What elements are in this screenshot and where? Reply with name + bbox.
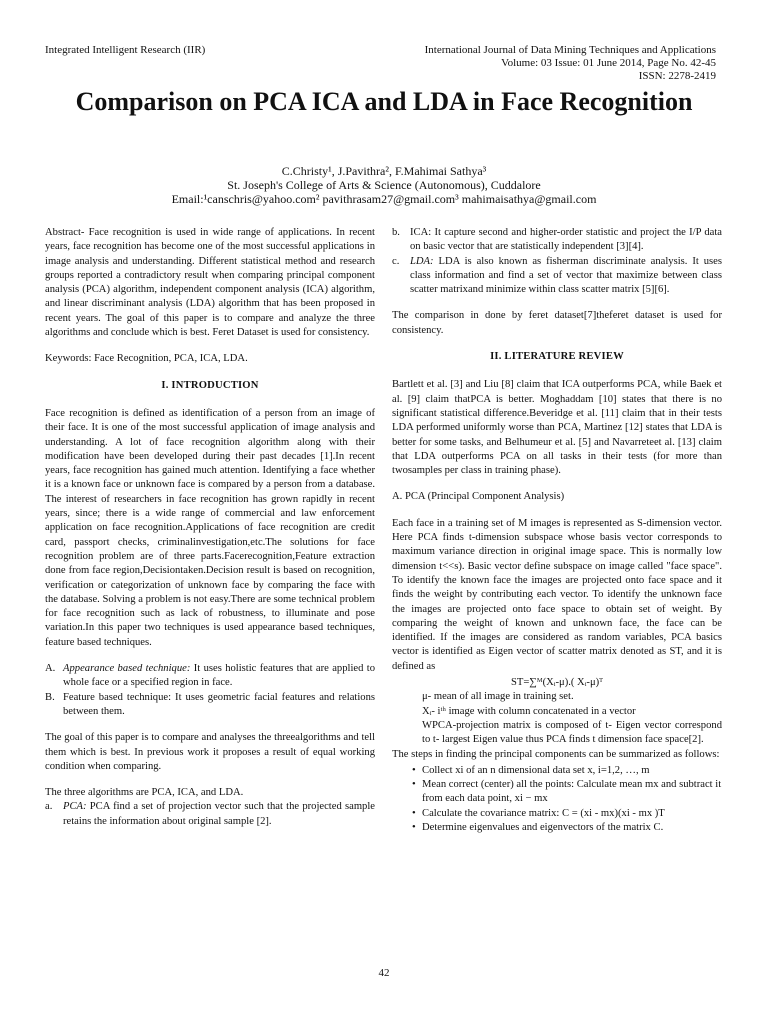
algorithms-sentence: The three algorithms are PCA, ICA, and LDA. [45,787,244,799]
list-item-appearance: A. Appearance based technique: It uses holistic features that are applied to whole face or a specified region in face. [45,663,376,689]
journal-name: International Journal of Data Mining Techniques and Applications [424,44,716,56]
journal-volume: Volume: 03 Issue: 01 June 2014, Page No. 42-45 [501,57,716,69]
definition-wpca: WPCA-projection matrix is composed of t- Eigen vector correspond to t- largest Eigen value thus PCA finds t dimension face space[2]. [422,719,722,746]
journal-issn: ISSN: 2278-2419 [638,70,716,82]
list-item-lda: c. LDA: LDA is also known as fisherman discriminate analysis. It uses class information and find a set of vector that maximize between class scatter matrixand minimize within class scatter matrix [5][6]. [392,255,722,296]
comparison-paragraph: The comparison in done by feret dataset[7]theferet dataset is used for consistency. [392,310,722,336]
paper-title: Comparison on PCA ICA and LDA in Face Recognition [75,87,693,116]
intro-paragraph: Face recognition is defined as identification of a person from an image of their face. It is one of the most successful application of image analysis and understanding. A lot of face recognition algorithm along with their modification have been developed during their past decades [1].In recent years, face recognition has gained much attention. Identifying a face whether it is a known face or unknown face is compared by a person from a database. The interest of researchers in face recognition has grown rapidly in recent years, since; there is a wide range of commercial and law enforcement application on face recognition.Applications of face recognition are credit card, passport checks, criminalinvestigation,etc.The solutions for face recognition problem are of three parts.Facerecognition,Feature extraction done from face region,Decisiontaken.Decision result is based on recognition, verification or categorization of unknown face by comparing the face with the database. Solving a problem is not easy.There are some technical problem for face recognition such as lack of robustness, to illuminate and pose variation.In this paper two techniques is used appearance based techniques, feature based techniques. [45,407,375,648]
author-block [0,164,768,206]
definition-xi: Xᵢ- iᵗʰ image with column concatenated in a vector [422,705,636,717]
pca-paragraph: Each face in a training set of M images is represented as S-dimension vector. Here PCA finds t-dimension subspace whose basis vector corresponds to maximum variance direction in original image space. This is normally low dimension t<<s). Basic vector define subspace on image called "face space". To identify the known face the images are projected onto face space and it finds the weight by contributing each vector. To identify the unknown face the images are projected onto face space to obtain set of weight. By comparing the weight of known and unknown face, the face can be identified. If the images are considered as random variables, PCA basics vector is identified as Eigen vector of scatter matrix denoted as ST, and it is defined as [392,517,722,672]
right-column [392,226,722,835]
journal-info [425,44,716,83]
list-item: • Mean correct (center) all the points: Calculate mean mx and subtract it from each data point, xi − mx [412,779,722,805]
list-item: • Collect xi of an n dimensional data set x, i=1,2, …, m [412,764,650,776]
page-number: 42 [378,967,390,979]
steps-intro: The steps in finding the principal components can be summarized as follows: [392,748,720,760]
literature-paragraph: Bartlett et al. [3] and Liu [8] claim that ICA outperforms PCA, while Baek et al. [9] claim thatPCA is better. Moghaddam [10] states that there is no significant statistical difference.Beveridge et al. [11] claim that in their tests LDA performed uniformly worse than PCA, Martinez [12] states that LDA is better for some tasks, and Belhumeur et al. [5] and Navarreteet al. [13] claim that LDA outperforms PCA on all tasks in their tests (for more than twosamples per class in training phase). [392,379,722,477]
left-column [45,226,375,829]
subsection-heading-pca: A. PCA (Principal Component Analysis) [392,491,565,503]
author-affiliation: St. Joseph's College of Arts & Science (Autonomous), Cuddalore [227,178,541,192]
list-item: • Determine eigenvalues and eigenvectors of the matrix C. [412,821,664,833]
author-names: C.Christy¹, J.Pavithra², F.Mahimai Sathya³ [281,164,487,178]
section-heading-introduction: I. INTRODUCTION [161,379,259,391]
goal-paragraph: The goal of this paper is to compare and analyses the threealgorithms and tell them which is best. In previous work it proposes a result of equal working condition when comparing. [45,732,375,772]
list-item-ica: b. ICA: It capture second and higher-order statistic and project the I/P data on basic vector that are statistically independent [3][4]. [392,227,722,253]
definition-mu: μ- mean of all image in training set. [422,691,574,703]
list-item-pca: a. PCA: PCA find a set of projection vector such that the projected sample retains the information about original sample [2]. [45,801,375,827]
author-emails: Email:¹canschris@yahoo.com² pavithrasam27@gmail.com³ mahimaisathya@gmail.com [171,192,597,206]
steps-list [392,764,722,835]
journal-publisher: Integrated Intelligent Research (IIR) [45,44,206,56]
scatter-formula: ST=∑ᴹ(Xᵢ-μ).( Xᵢ-μ)ᵀ [510,677,604,689]
list-item: • Calculate the covariance matrix: C = (xi - mx)(xi - mx )T [412,807,665,819]
list-item-feature: B. Feature based technique: It uses geometric facial features and relations between them. [45,691,375,717]
section-heading-literature: II. LITERATURE REVIEW [490,351,624,363]
keywords: Keywords: Face Recognition, PCA, ICA, LDA. [45,353,248,365]
abstract: Abstract- Face recognition is used in wide range of applications. In recent years, face recognition has become one of the most successful applications in image analysis and understanding. Different statistical method and research groups reported a contradictory result when comparing principal component analysis (PCA) algorithm, independent component analysis (ICA) algorithm, and linear discriminant analysis (LDA) algorithm that has been proposed in recent years. The goal of this paper is to compare and analyze the three algorithms and conclude which is best. Feret Dataset is used for consistency. [45,227,375,339]
